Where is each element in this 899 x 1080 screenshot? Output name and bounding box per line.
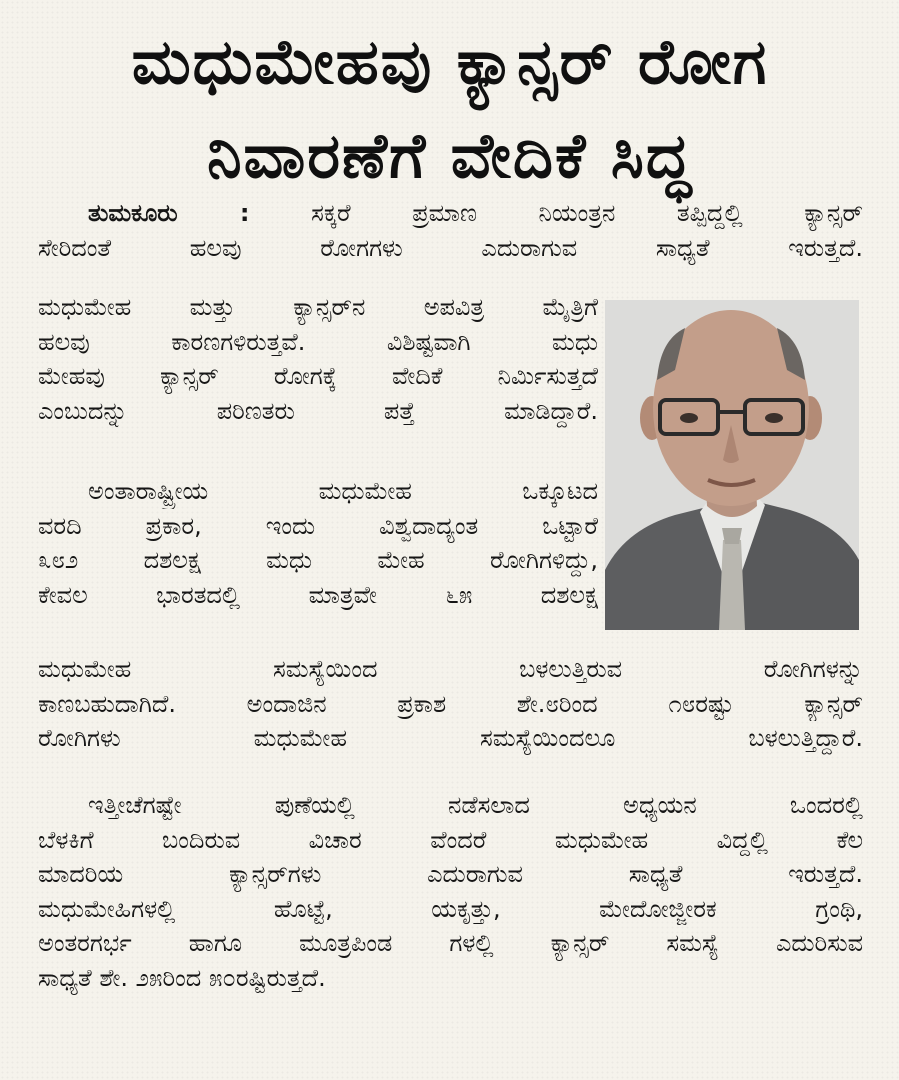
- intro-paragraph: [38, 196, 863, 265]
- text-line: ಇತ್ತೀಚೆಗಷ್ಟೇ ಪುಣೆಯಲ್ಲಿ ನಡೆಸಲಾದ ಅಧ್ಯಯನ ಒಂದರಲ್ಲಿ: [88, 791, 863, 819]
- text-line: ಎಂಬುದನ್ನು ಪರಿಣತರು ಪತ್ತೆ ಮಾಡಿದ್ದಾರೆ.: [38, 396, 598, 425]
- text-line: ಮಧುಮೇಹ ಸಮಸ್ಯೆಯಿಂದ ಬಳಲುತ್ತಿರುವ ರೋಗಿಗಳನ್ನು: [38, 655, 863, 683]
- headline-line-2: ನಿವಾರಣೆಗೆ ವೇದಿಕೆ ಸಿದ್ಧ: [207, 119, 693, 192]
- text-line: ಕೇವಲ ಭಾರತದಲ್ಲಿ ಮಾತ್ರವೇ ೬೫ ದಶಲಕ್ಷ: [38, 580, 598, 609]
- portrait-illustration: [605, 300, 859, 630]
- text-line: ಹಲವು ಕಾರಣಗಳಿರುತ್ತವೆ. ವಿಶಿಷ್ಟವಾಗಿ ಮಧು: [38, 327, 598, 356]
- person-portrait-photo: [605, 300, 859, 630]
- text-line: ಬೆಳಕಿಗೆ ಬಂದಿರುವ ವಿಚಾರ ವೆಂದರೆ ಮಧುಮೇಹ ವಿದ್ದಲ್ಲಿ ಕೆಲ: [38, 825, 863, 854]
- paragraph-3-full: [38, 652, 863, 756]
- text-line: ಮೇಹವು ಕ್ಯಾನ್ಸರ್ ರೋಗಕ್ಕೆ ವೇದಿಕೆ ನಿರ್ಮಿಸುತ್ತದೆ: [38, 362, 598, 390]
- text-line: ಅಂತರಗರ್ಭ ಹಾಗೂ ಮೂತ್ರಪಿಂಡ ಗಳಲ್ಲಿ ಕ್ಯಾನ್ಸರ್ ಸಮಸ್ಯೆ ಎದುರಿಸುವ: [38, 929, 863, 957]
- intro-line-1: ತುಮಕೂರು : ಸಕ್ಕರೆ ಪ್ರಮಾಣ ನಿಯಂತ್ರನ ತಪ್ಪಿದ್ದಲ್ಲಿ ಕ್ಯಾನ್ಸರ್: [88, 199, 863, 227]
- headline-line-1: ಮಧುಮೇಹವು ಕ್ಯಾನ್ಸರ್ ರೋಗ: [131, 25, 769, 98]
- text-line: ಸಾಧ್ಯತೆ ಶೇ. ೨೫ರಿಂದ ೫೦ರಷ್ಟಿರುತ್ತದೆ.: [38, 963, 326, 992]
- paragraph-2: [38, 290, 598, 428]
- intro-line-2: ಸೇರಿದಂತೆ ಹಲವು ರೋಗಗಳು ಎದುರಾಗುವ ಸಾಧ್ಯತೆ ಇರುತ್ತದೆ.: [38, 233, 863, 262]
- text-line: ಅಂತಾರಾಷ್ಟ್ರೀಯ ಮಧುಮೇಹ ಒಕ್ಕೂಟದ: [88, 477, 598, 505]
- text-line: ವರದಿ ಪ್ರಕಾರ, ಇಂದು ವಿಶ್ವದಾದ್ಯಂತ ಒಟ್ಟಾರೆ: [38, 511, 598, 540]
- paragraph-3-column: [38, 474, 598, 612]
- text-line: ಮಾದರಿಯ ಕ್ಯಾನ್ಸರ್‌ಗಳು ಎದುರಾಗುವ ಸಾಧ್ಯತೆ ಇರುತ್ತದೆ.: [38, 860, 863, 888]
- text-line: ೩೮೨ ದಶಲಕ್ಷ ಮಧು ಮೇಹ ರೋಗಿಗಳಿದ್ದು,: [38, 546, 598, 574]
- dateline: ತುಮಕೂರು :: [88, 199, 250, 227]
- paragraph-4: [38, 788, 863, 995]
- text-line: ಮಧುಮೇಹಿಗಳಲ್ಲಿ ಹೊಟ್ಟೆ, ಯಕೃತ್ತು, ಮೇದೋಜ್ಜೀರಕ ಗ್ರಂಥಿ,: [38, 894, 863, 923]
- text-line: ಮಧುಮೇಹ ಮತ್ತು ಕ್ಯಾನ್ಸರ್‌ನ ಅಪವಿತ್ರ ಮೈತ್ರಿಗೆ: [38, 293, 598, 321]
- text-line: ಕಾಣಬಹುದಾಗಿದೆ. ಅಂದಾಜಿನ ಪ್ರಕಾಶ ಶೇ.೮ರಿಂದ ೧೮ರಷ್ಟು ಕ್ಯಾನ್ಸರ್: [38, 689, 863, 718]
- text-line: ರೋಗಿಗಳು ಮಧುಮೇಹ ಸಮಸ್ಯೆಯಿಂದಲೂ ಬಳಲುತ್ತಿದ್ದಾರೆ.: [38, 724, 863, 752]
